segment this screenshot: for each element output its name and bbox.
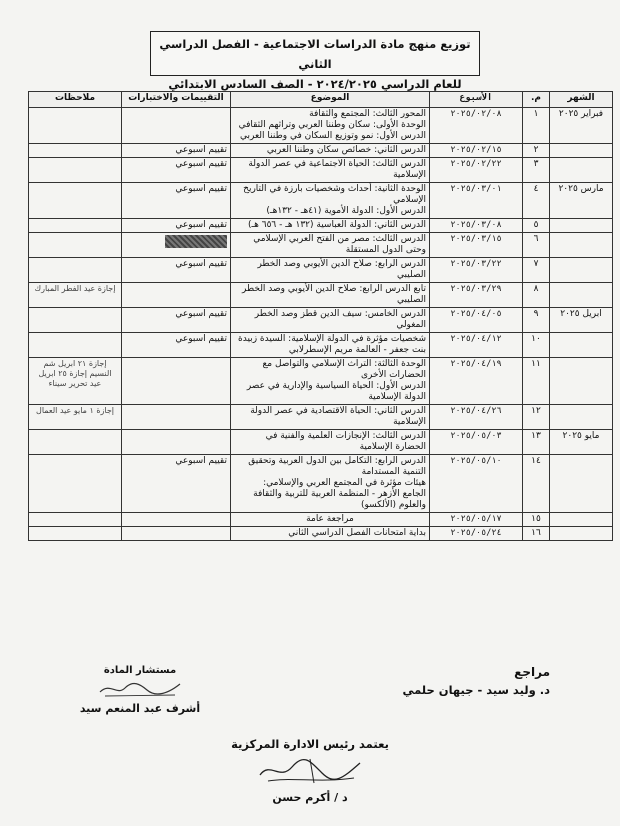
topic-line: الوحدة الأولى: سكان وطننا العربي وتراثهم الثقافي — [238, 120, 426, 130]
evaluation-label: تقييم اسبوعي — [175, 334, 227, 344]
approval-label: يعتمد رئيس الادارة المركزية — [231, 737, 389, 751]
row-month — [550, 527, 613, 541]
document-title-box — [150, 31, 480, 91]
evaluation-label: تقييم اسبوعي — [175, 184, 227, 194]
table-row — [29, 219, 613, 233]
row-evaluation — [122, 527, 231, 541]
topic-line: الدرس الرابع: التكامل بين الدول العربية وتحقيق التنمية المستدامة — [248, 456, 426, 477]
row-topic — [231, 144, 430, 158]
row-topic — [231, 233, 430, 258]
row-notes — [29, 405, 122, 430]
row-topic — [231, 308, 430, 333]
topic-line: الدرس الأول: نمو وتوزيع السكان في وطننا العربي — [239, 131, 426, 141]
topic-line: الدرس الثاني: خصائص سكان وطننا العربي — [266, 145, 426, 155]
approval-block — [195, 737, 425, 804]
row-notes — [29, 183, 122, 219]
row-topic — [231, 219, 430, 233]
topic-line: الدرس الرابع: صلاح الدين الأيوبي وصد الخطر الصليبي — [257, 259, 426, 280]
row-number: ٥ — [523, 219, 550, 233]
row-number: ١ — [523, 108, 550, 144]
curriculum-schedule-table — [28, 91, 613, 541]
row-number: ١٥ — [523, 513, 550, 527]
row-evaluation — [122, 183, 231, 219]
row-month — [550, 283, 613, 308]
table-row — [29, 513, 613, 527]
topic-line: الدرس الأول: الحياة السياسية والإدارية في عصر الدولة الإسلامية — [246, 381, 426, 402]
row-notes — [29, 455, 122, 513]
row-week-date: ٢٠٢٥/٠٣/٢٩ — [430, 283, 523, 308]
table-row — [29, 358, 613, 405]
redacted-stamp — [165, 235, 227, 248]
topic-line: تابع الدرس الرابع: صلاح الدين الأيوبي وصد الخطر الصليبي — [242, 284, 426, 305]
row-week-date: ٢٠٢٥/٠٤/٠٥ — [430, 308, 523, 333]
row-week-date: ٢٠٢٥/٠٢/٢٢ — [430, 158, 523, 183]
topic-line: الوحدة الثانية: أحداث وشخصيات بارزة في التاريخ الإسلامي — [243, 184, 426, 205]
row-evaluation — [122, 219, 231, 233]
header-notes: ملاحظات — [29, 92, 122, 108]
advisor-block — [60, 665, 220, 715]
row-notes — [29, 144, 122, 158]
row-week-date: ٢٠٢٥/٠٥/٠٣ — [430, 430, 523, 455]
row-topic — [231, 108, 430, 144]
row-week-date: ٢٠٢٥/٠٥/١٧ — [430, 513, 523, 527]
row-month: مارس ٢٠٢٥ — [550, 183, 613, 219]
row-month — [550, 333, 613, 358]
table-header-row — [29, 92, 613, 108]
row-evaluation — [122, 405, 231, 430]
row-month: ابريل ٢٠٢٥ — [550, 308, 613, 333]
row-topic — [231, 527, 430, 541]
table-row — [29, 283, 613, 308]
approver-signature — [250, 753, 370, 789]
holiday-note: إجازة ٢١ ابريل شم النسيم إجازة ٢٥ ابريل عيد تحرير سيناء — [38, 359, 112, 388]
topic-line: الوحدة الثالثة: التراث الإسلامي والتواصل مع الحضارات الأخرى — [262, 359, 426, 380]
row-week-date: ٢٠٢٥/٠٢/٠٨ — [430, 108, 523, 144]
holiday-note: إجازة عيد الفطر المبارك — [34, 284, 116, 293]
row-week-date: ٢٠٢٥/٠٣/٠٨ — [430, 219, 523, 233]
evaluation-label: تقييم اسبوعي — [175, 259, 227, 269]
row-evaluation — [122, 333, 231, 358]
evaluation-label: تقييم اسبوعي — [175, 159, 227, 169]
topic-line: الدرس الأول: الدولة الأموية (٤١هـ - ١٣٢هـ) — [266, 206, 426, 216]
row-topic — [231, 283, 430, 308]
row-month — [550, 455, 613, 513]
topic-line: الدرس الخامس: سيف الدين قطز وصد الخطر المغولي — [254, 309, 426, 330]
row-notes — [29, 219, 122, 233]
row-evaluation — [122, 430, 231, 455]
table-row — [29, 183, 613, 219]
advisor-label: مستشار المادة — [103, 665, 177, 676]
evaluation-label: تقييم اسبوعي — [175, 309, 227, 319]
row-month — [550, 513, 613, 527]
title-line-1: توزيع منهج مادة الدراسات الاجتماعية - الفصل الدراسي الثاني — [159, 37, 471, 71]
row-month: فبراير ٢٠٢٥ — [550, 108, 613, 144]
evaluation-label: تقييم اسبوعي — [175, 220, 227, 230]
row-evaluation — [122, 455, 231, 513]
row-month — [550, 258, 613, 283]
evaluation-label: تقييم اسبوعي — [175, 456, 227, 466]
header-number: م. — [523, 92, 550, 108]
reviewers-names: د. وليد سيد - جيهان حلمي — [402, 683, 550, 697]
topic-line: هيئات مؤثرة في المجتمع العربي والإسلامي: — [263, 478, 426, 488]
row-topic — [231, 405, 430, 430]
row-topic — [231, 333, 430, 358]
topic-line: الجامع الأزهر - المنظمة العربية للتربية والثقافة والعلوم (الألكسو) — [253, 489, 426, 510]
row-evaluation — [122, 358, 231, 405]
row-number: ٢ — [523, 144, 550, 158]
row-notes — [29, 158, 122, 183]
table-body — [29, 108, 613, 541]
row-month — [550, 144, 613, 158]
row-notes — [29, 513, 122, 527]
topic-line: الدرس الثالث: مصر من الفتح العربي الإسلامي وحتى الدول المستقلة — [253, 234, 426, 255]
row-evaluation — [122, 258, 231, 283]
row-number: ٤ — [523, 183, 550, 219]
table-row — [29, 405, 613, 430]
table-row — [29, 308, 613, 333]
row-topic — [231, 513, 430, 527]
topic-line: المحور الثالث: المجتمع والثقافة — [309, 109, 426, 119]
row-notes — [29, 333, 122, 358]
row-number: ٧ — [523, 258, 550, 283]
row-month — [550, 358, 613, 405]
row-topic — [231, 258, 430, 283]
row-notes — [29, 283, 122, 308]
advisor-name: أشرف عبد المنعم سيد — [79, 702, 201, 715]
row-number: ٣ — [523, 158, 550, 183]
table-row — [29, 108, 613, 144]
row-topic — [231, 183, 430, 219]
row-evaluation — [122, 283, 231, 308]
table-row — [29, 233, 613, 258]
table-row — [29, 430, 613, 455]
row-notes — [29, 108, 122, 144]
row-week-date: ٢٠٢٥/٠٤/٢٦ — [430, 405, 523, 430]
topic-line: شخصيات مؤثرة في الدولة الإسلامية: السيدة زبيدة بنت جعفر - العالمة مريم الإسطرلابي — [238, 334, 426, 355]
row-number: ١٠ — [523, 333, 550, 358]
row-notes — [29, 308, 122, 333]
row-topic — [231, 358, 430, 405]
row-evaluation — [122, 308, 231, 333]
row-number: ٩ — [523, 308, 550, 333]
approver-name: د / أكرم حسن — [272, 791, 348, 804]
row-week-date: ٢٠٢٥/٠٥/١٠ — [430, 455, 523, 513]
row-evaluation — [122, 144, 231, 158]
row-week-date: ٢٠٢٥/٠٥/٢٤ — [430, 527, 523, 541]
table-row — [29, 527, 613, 541]
row-number: ١١ — [523, 358, 550, 405]
row-notes — [29, 258, 122, 283]
header-week: الأسبوع — [430, 92, 523, 108]
evaluation-label: تقييم اسبوعي — [175, 145, 227, 155]
row-week-date: ٢٠٢٥/٠٤/١٩ — [430, 358, 523, 405]
row-number: ١٣ — [523, 430, 550, 455]
topic-line: بداية امتحانات الفصل الدراسي الثاني — [288, 528, 426, 538]
reviewers-label: مراجع — [514, 665, 550, 679]
row-number: ١٢ — [523, 405, 550, 430]
title-line-2: للعام الدراسي ٢٠٢٤/٢٠٢٥ - الصف السادس الابتدائي — [168, 77, 462, 91]
row-month — [550, 233, 613, 258]
row-number: ١٦ — [523, 527, 550, 541]
holiday-note: إجازة ١ مايو عيد العمال — [36, 406, 114, 415]
row-number: ٨ — [523, 283, 550, 308]
row-evaluation — [122, 513, 231, 527]
table-row — [29, 144, 613, 158]
row-month — [550, 219, 613, 233]
topic-line: الدرس الثاني: الحياة الاقتصادية في عصر الدولة الإسلامية — [250, 406, 426, 427]
row-notes — [29, 527, 122, 541]
row-number: ٦ — [523, 233, 550, 258]
row-week-date: ٢٠٢٥/٠٣/١٥ — [430, 233, 523, 258]
row-evaluation — [122, 108, 231, 144]
topic-line: مراجعة عامة — [306, 514, 354, 524]
row-number: ١٤ — [523, 455, 550, 513]
table-row — [29, 258, 613, 283]
row-evaluation — [122, 158, 231, 183]
row-topic — [231, 158, 430, 183]
row-week-date: ٢٠٢٥/٠٣/٢٢ — [430, 258, 523, 283]
row-topic — [231, 455, 430, 513]
table-row — [29, 455, 613, 513]
header-topic: الموضوع — [231, 92, 430, 108]
row-month — [550, 158, 613, 183]
header-month: الشهر — [550, 92, 613, 108]
row-notes — [29, 358, 122, 405]
row-notes — [29, 430, 122, 455]
topic-line: الدرس الثالث: الحياة الاجتماعية في عصر الدولة الإسلامية — [248, 159, 426, 180]
row-month — [550, 405, 613, 430]
row-week-date: ٢٠٢٥/٠٢/١٥ — [430, 144, 523, 158]
topic-line: الدرس الثاني: الدولة العباسية (١٣٢ هـ - ٦٥٦ هـ) — [247, 220, 426, 230]
row-notes — [29, 233, 122, 258]
row-week-date: ٢٠٢٥/٠٣/٠١ — [430, 183, 523, 219]
row-topic — [231, 430, 430, 455]
row-week-date: ٢٠٢٥/٠٤/١٢ — [430, 333, 523, 358]
reviewers-block — [360, 665, 550, 697]
header-evaluations: التقييمات والاختبارات — [122, 92, 231, 108]
topic-line: الدرس الثالث: الإنجازات العلمية والفنية في الحضارة الإسلامية — [265, 431, 426, 452]
table-row — [29, 333, 613, 358]
row-evaluation — [122, 233, 231, 258]
advisor-signature — [95, 678, 185, 700]
row-month: مايو ٢٠٢٥ — [550, 430, 613, 455]
table-row — [29, 158, 613, 183]
